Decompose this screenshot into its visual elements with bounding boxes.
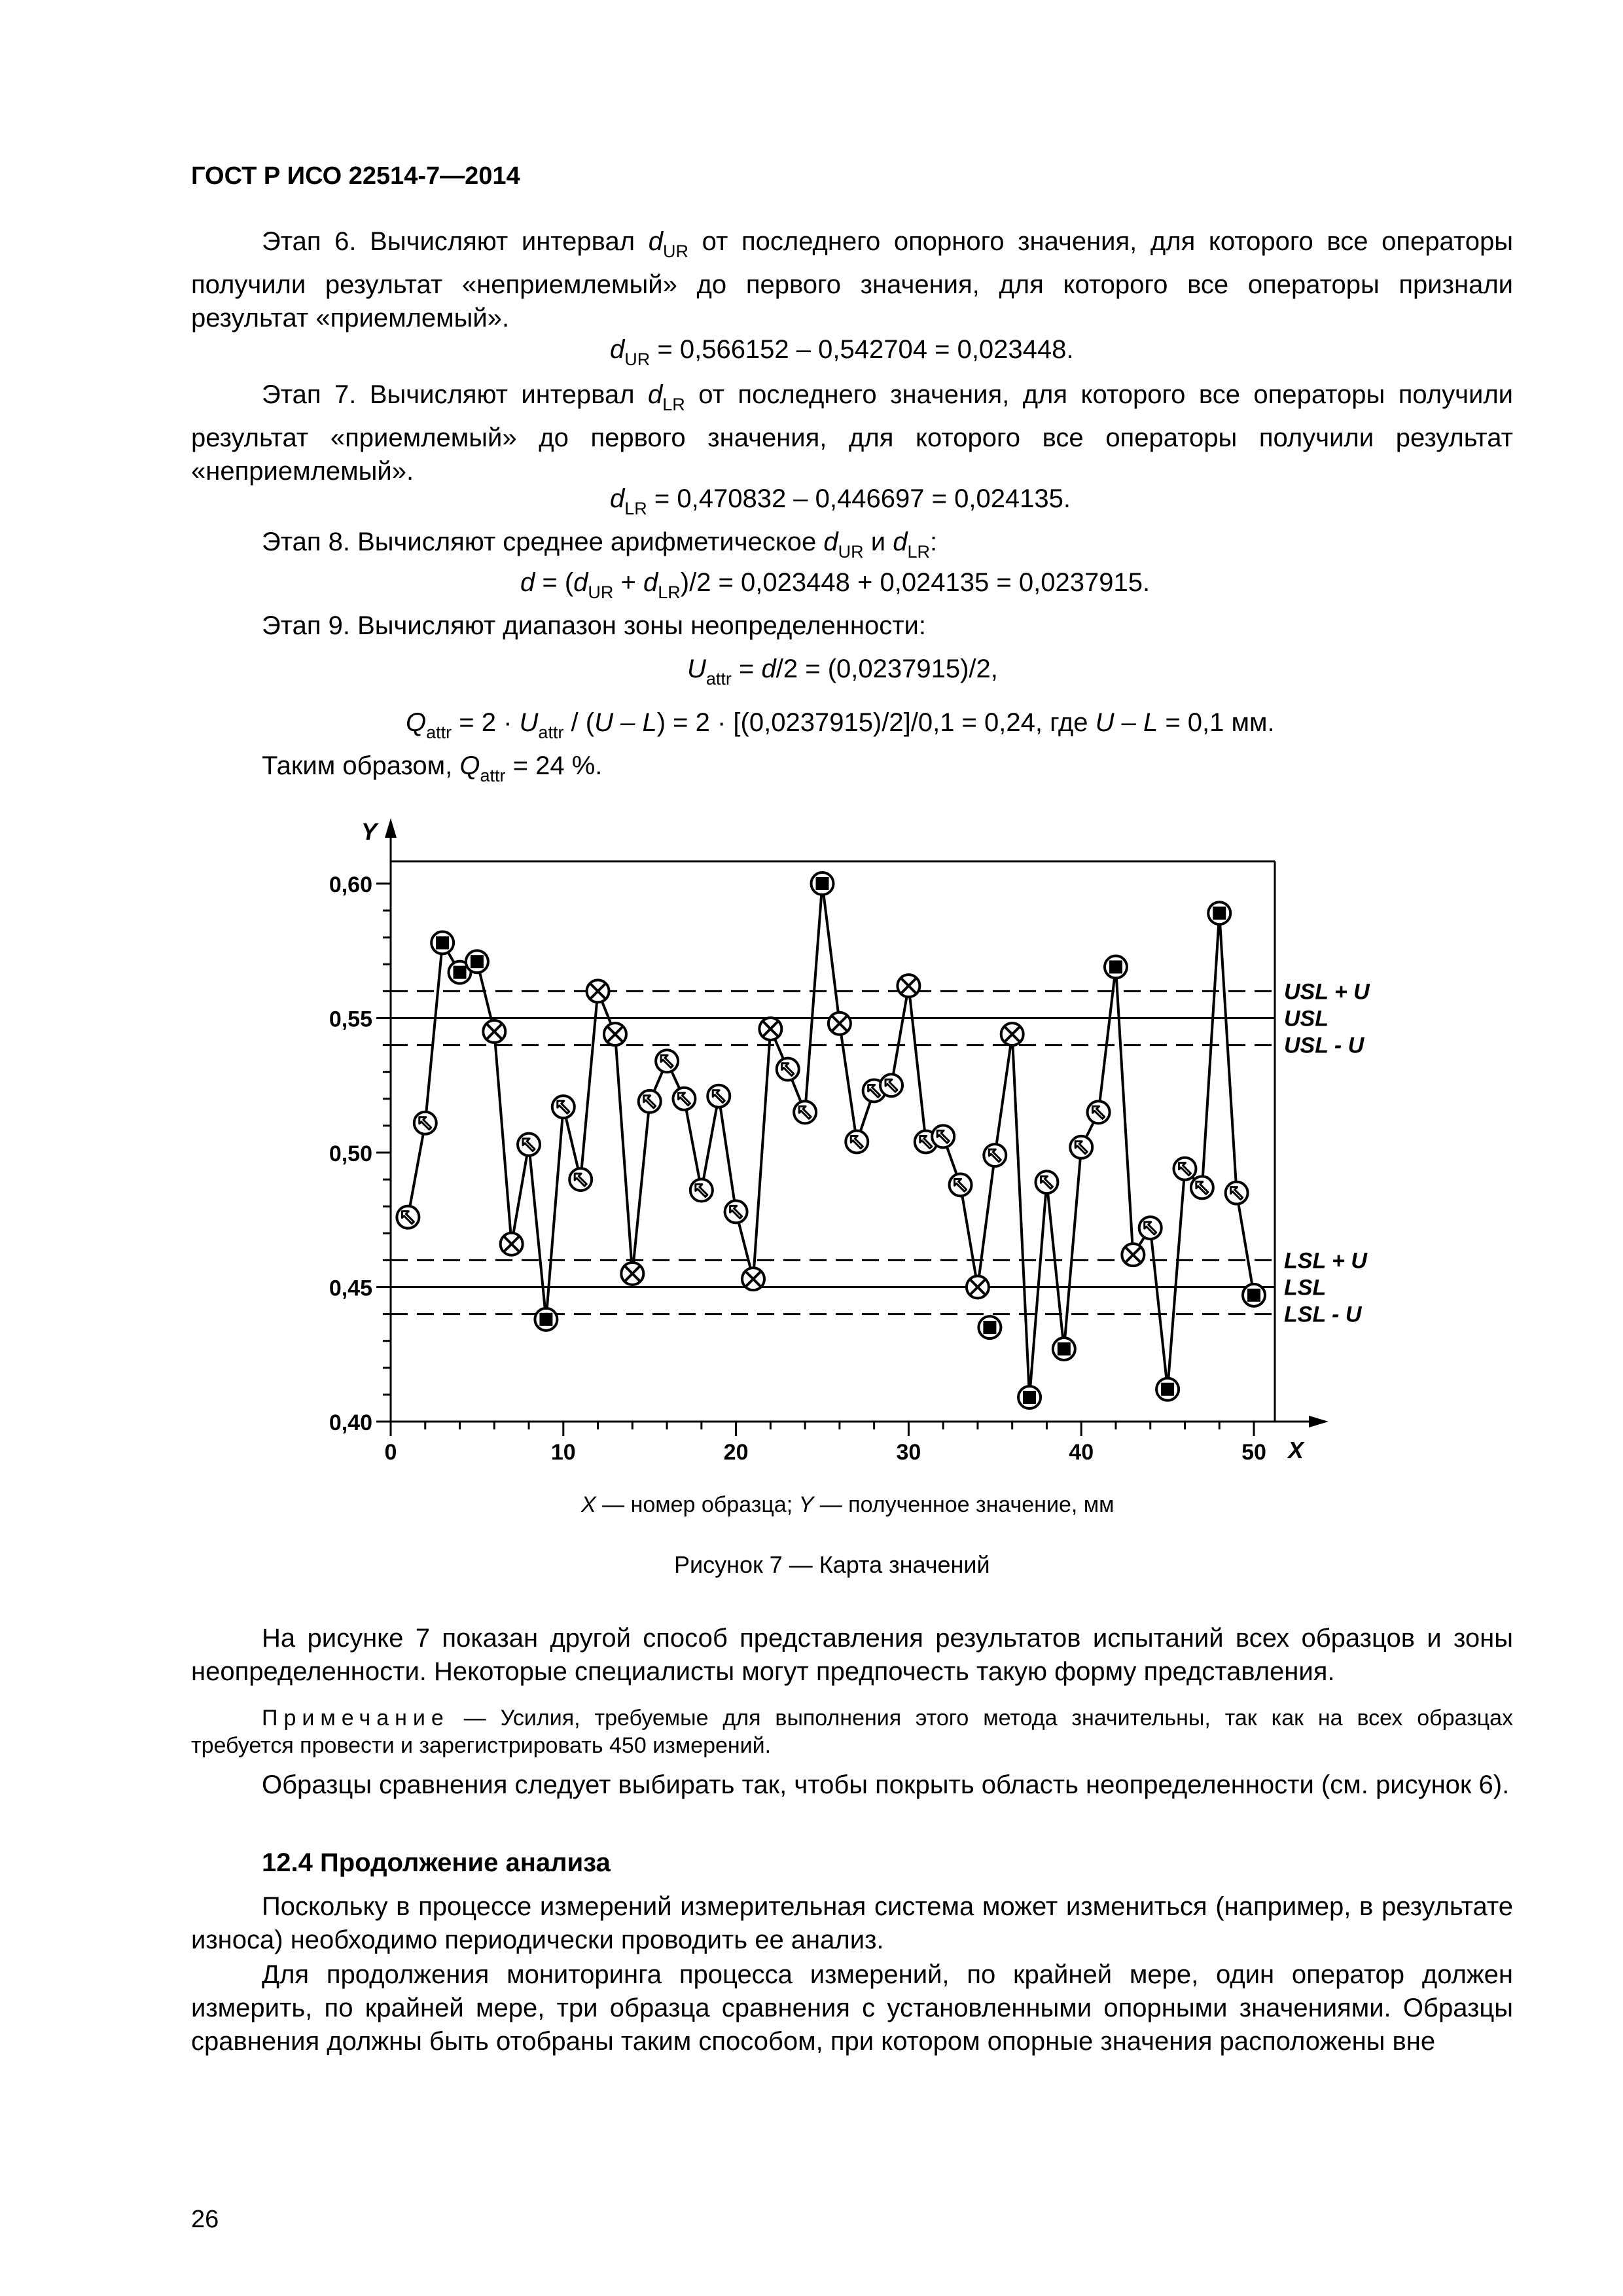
y-tick-label: 0,40 (329, 1410, 372, 1435)
y-tick-label: 0,45 (329, 1276, 372, 1301)
page-number: 26 (191, 2206, 219, 2233)
figure-legend: X — номер образца; Y — полученное значение, мм (581, 1492, 1115, 1517)
conclusion-line: Таким образом, $Q_{attr} = 24$ %. (262, 751, 603, 785)
rejected-marker (1213, 906, 1226, 920)
document-header: ГОСТ Р ИСО 22514-7—2014 (191, 162, 520, 190)
y-tick-label: 0,50 (329, 1141, 372, 1166)
rejected-marker (1023, 1391, 1036, 1404)
step-6-formula: $d_{UR} = 0,566152 - 0,542704 = 0,023448$. (610, 335, 1074, 369)
note-paragraph: Примечание — Усилия, требуемые для выполнения этого метода значительны, так как на всех образцах требуется провести и зарегистрировать 450 измерений. (191, 1706, 1513, 1758)
limit-line-label: LSL + U (1284, 1248, 1367, 1274)
step-9-formula-1: $U_{attr} = d/2 = (0,0237915)/2$, (687, 655, 998, 689)
paragraph-monitoring: Для продолжения мониторинга процесса измерений, по крайней мере, один оператор должен измерить, по крайней мере, три образца сравнения с установленными опорными значениями. Образцы сравнения должны быть отобраны таким способом, при котором опорные значения расположены вне (191, 1960, 1513, 2056)
section-heading: 12.4 Продолжение анализа (262, 1848, 611, 1877)
x-tick-label: 50 (1241, 1440, 1266, 1465)
step-8-text: Этап 8. Вычисляют среднее арифметическое $d_{UR}$ и $d_{LR}$: (262, 528, 938, 562)
x-tick-label: 10 (550, 1440, 576, 1465)
step-9-text: Этап 9. Вычисляют диапазон зоны неопределенности: (262, 611, 926, 640)
x-tick-label: 30 (896, 1440, 921, 1465)
step-8-formula: $d = (d_{UR} + d_{LR})/2 = 0,023448 + 0,024135 = 0,0237915$. (520, 568, 1150, 602)
y-tick-label: 0,55 (329, 1007, 372, 1032)
rejected-marker (816, 877, 829, 890)
x-tick-label: 0 (384, 1440, 397, 1465)
limit-line-label: LSL (1284, 1275, 1327, 1300)
x-axis-label: X (1288, 1437, 1304, 1463)
step-9-formula-2: $Q_{attr} = 2 \cdot U_{attr} / (U - L) = 2 \cdot [(0,0237915)/2]/0,1 = 0,24$, где U – L = 0,1 мм. (406, 708, 1275, 742)
limit-line-label: USL - U (1284, 1033, 1364, 1058)
limit-line-label: USL + U (1284, 979, 1370, 1005)
rejected-marker (539, 1313, 552, 1326)
x-tick-label: 40 (1069, 1440, 1094, 1465)
limit-line-label: LSL - U (1284, 1302, 1362, 1327)
rejected-marker (454, 966, 467, 979)
y-axis-label: Y (361, 818, 378, 845)
rejected-marker (1058, 1342, 1071, 1355)
rejected-marker (1247, 1289, 1260, 1302)
paragraph-reference-samples: Образцы сравнения следует выбирать так, чтобы покрыть область неопределенности (см. рисунок 6). (262, 1770, 1510, 1799)
y-axis-arrow (385, 818, 397, 838)
x-axis-arrow (1309, 1416, 1329, 1427)
rejected-marker (983, 1321, 996, 1334)
paragraph-figure-description: На рисунке 7 показан другой способ представления результатов испытаний всех образцов и зоны неопределенности. Некоторые специалисты могут предпочесть такую форму представления. (191, 1624, 1513, 1686)
y-tick-label: 0,60 (329, 872, 372, 897)
step-7-paragraph: Этап 7. Вычисляют интервал $d_{LR}$ от последнего значения, для которого все операторы получили результат «приемлемый» до первого значения, для которого все операторы получили результат «неприемлемый». (191, 380, 1514, 486)
rejected-marker (1161, 1383, 1174, 1396)
paragraph-periodic-analysis: Поскольку в процессе измерений измерительная система может измениться (например, в результате износа) необходимо периодически проводить ее анализ. (191, 1892, 1513, 1954)
step-7-formula: $d_{LR} = 0,470832 - 0,446697 = 0,024135$. (610, 484, 1071, 518)
x-tick-label: 20 (723, 1440, 749, 1465)
step-6-paragraph: Этап 6. Вычисляют интервал $d_{UR}$ от последнего опорного значения, для которого все операторы получили результат «неприемлемый» до первого значения, для которого все операторы признали результат «приемлемый». (191, 227, 1513, 332)
rejected-marker (1109, 960, 1122, 973)
rejected-marker (471, 955, 484, 968)
rejected-marker (436, 936, 449, 949)
figure-caption: Рисунок 7 — Карта значений (674, 1551, 990, 1578)
limit-line-label: USL (1284, 1006, 1329, 1031)
